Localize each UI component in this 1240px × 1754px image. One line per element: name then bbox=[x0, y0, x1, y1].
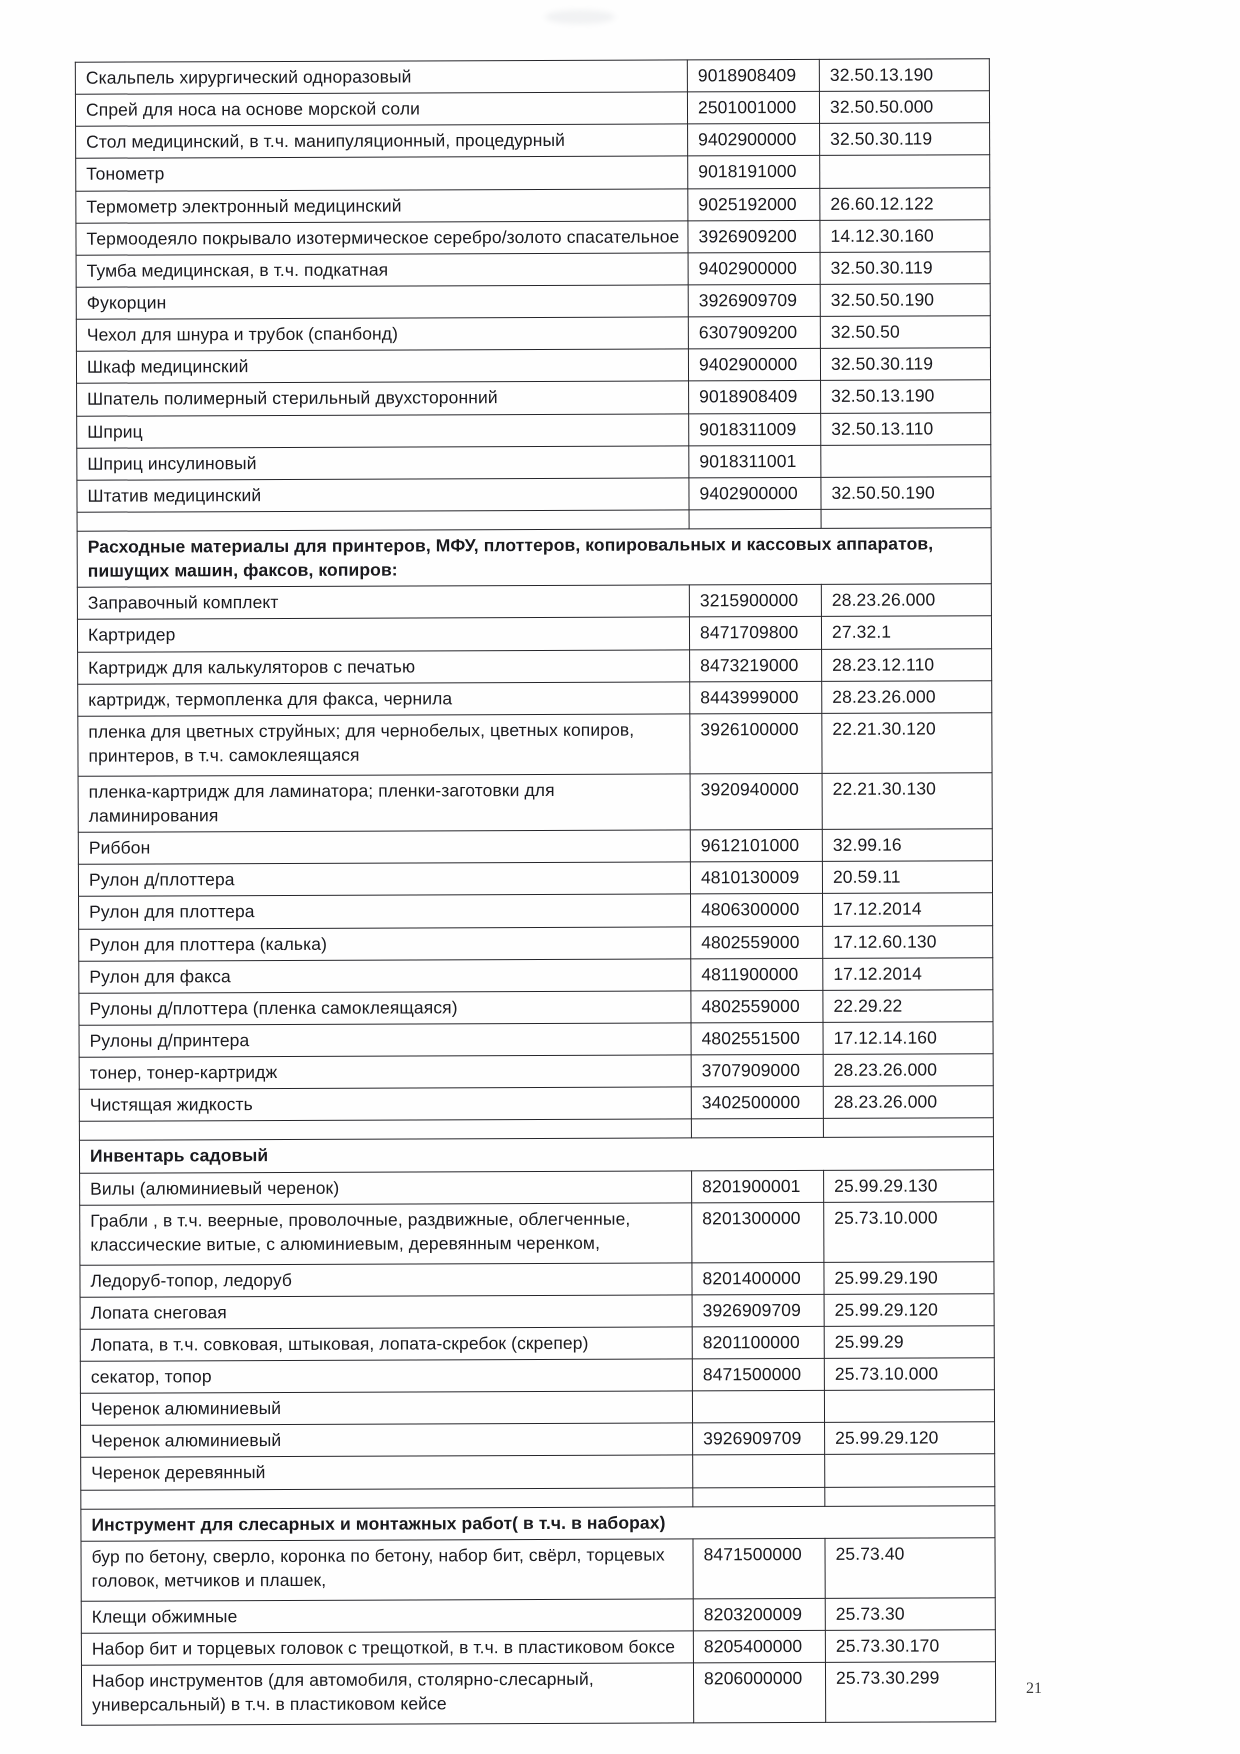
item-name-cell: Рулон для плоттера (калька) bbox=[79, 926, 691, 960]
table-row bbox=[80, 1294, 994, 1330]
section-header-row bbox=[77, 528, 991, 588]
scan-smudge bbox=[545, 10, 615, 24]
item-name-cell: тонер, тонер-картридж bbox=[79, 1055, 691, 1089]
okpd-code-cell: 32.50.50.190 bbox=[820, 284, 990, 317]
item-name-cell: Грабли , в т.ч. веерные, проволочные, раздвижные, облегченные, классические витые, с алюминиевым, деревянным черенком, bbox=[80, 1203, 692, 1265]
tnved-code-cell bbox=[691, 1119, 823, 1139]
items-table-body bbox=[75, 59, 995, 1726]
okpd-code-cell: 32.50.13.190 bbox=[821, 380, 991, 413]
okpd-code-cell bbox=[825, 1486, 995, 1506]
table-row bbox=[78, 829, 992, 865]
tnved-code-cell: 8203200009 bbox=[693, 1598, 825, 1631]
item-name-cell: Картридж для калькуляторов с печатью bbox=[78, 649, 690, 683]
tnved-code-cell: 8206000000 bbox=[693, 1662, 825, 1723]
table-row bbox=[77, 584, 991, 620]
table-row bbox=[80, 1358, 994, 1394]
okpd-code-cell bbox=[821, 509, 991, 529]
section-header: Инвентарь садовый bbox=[79, 1137, 993, 1173]
item-name-cell: Картридер bbox=[77, 617, 689, 651]
tnved-code-cell: 8205400000 bbox=[693, 1630, 825, 1663]
tnved-code-cell: 9402900000 bbox=[688, 349, 820, 382]
okpd-code-cell: 22.29.22 bbox=[823, 990, 993, 1023]
tnved-code-cell: 3926909709 bbox=[692, 1294, 824, 1327]
table-row bbox=[78, 773, 992, 833]
okpd-code-cell bbox=[820, 155, 990, 188]
tnved-code-cell: 4802559000 bbox=[691, 990, 823, 1023]
item-name-cell: картридж, термопленка для факса, чернила bbox=[78, 682, 690, 716]
table-row bbox=[76, 252, 990, 288]
tnved-code-cell: 9402900000 bbox=[688, 124, 820, 157]
tnved-code-cell bbox=[693, 1455, 825, 1488]
item-name-cell: Заправочный комплект bbox=[77, 585, 689, 619]
tnved-code-cell: 3926909200 bbox=[688, 220, 820, 253]
item-name-cell: Шприц инсулиновый bbox=[77, 446, 689, 480]
okpd-code-cell: 25.73.30 bbox=[825, 1598, 995, 1631]
table-row bbox=[81, 1454, 995, 1490]
item-name-cell: Шпатель полимерный стерильный двухсторонний bbox=[77, 381, 689, 415]
page-number: 21 bbox=[1026, 1680, 1042, 1697]
table-row bbox=[81, 1662, 995, 1726]
table-row bbox=[76, 187, 990, 223]
tnved-code-cell: 9402900000 bbox=[688, 252, 820, 285]
okpd-code-cell: 25.99.29.190 bbox=[824, 1261, 994, 1294]
table-row bbox=[80, 1390, 994, 1426]
item-name-cell: Лопата снеговая bbox=[80, 1295, 692, 1329]
okpd-code-cell: 25.73.10.000 bbox=[824, 1201, 994, 1262]
table-row bbox=[76, 348, 990, 384]
table-row bbox=[76, 219, 990, 255]
okpd-code-cell: 20.59.11 bbox=[822, 861, 992, 894]
table-row bbox=[76, 123, 990, 159]
okpd-code-cell: 32.50.50.000 bbox=[819, 91, 989, 124]
okpd-code-cell: 17.12.60.130 bbox=[823, 925, 993, 958]
okpd-code-cell: 25.99.29.130 bbox=[824, 1169, 994, 1202]
okpd-code-cell: 32.50.13.190 bbox=[819, 59, 989, 92]
item-name-cell bbox=[77, 510, 689, 531]
item-name-cell: Рулон для факса bbox=[79, 959, 691, 993]
item-name-cell: Тонометр bbox=[76, 156, 688, 190]
item-name-cell: Чехол для шнура и трубок (спанбонд) bbox=[76, 317, 688, 351]
tnved-code-cell: 9018311001 bbox=[689, 445, 821, 478]
item-name-cell: Набор бит и торцевых головок с трещоткой, в т.ч. в пластиковом боксе bbox=[81, 1631, 693, 1665]
tnved-code-cell: 6307909200 bbox=[688, 317, 820, 350]
okpd-code-cell: 17.12.14.160 bbox=[823, 1022, 993, 1055]
okpd-code-cell: 17.12.2014 bbox=[823, 893, 993, 926]
item-name-cell: Черенок алюминиевый bbox=[80, 1391, 692, 1425]
item-name-cell: Рулоны д/плоттера (пленка самоклеящаяся) bbox=[79, 991, 691, 1025]
okpd-code-cell: 32.50.30.119 bbox=[820, 123, 990, 156]
okpd-code-cell: 14.12.30.160 bbox=[820, 219, 990, 252]
table-row bbox=[80, 1201, 994, 1265]
okpd-code-cell: 28.23.26.000 bbox=[823, 1086, 993, 1119]
item-name-cell: Риббон bbox=[78, 830, 690, 864]
tnved-code-cell: 3402500000 bbox=[691, 1087, 823, 1120]
table-row bbox=[77, 616, 991, 652]
item-name-cell: Ледоруб-топор, ледоруб bbox=[80, 1263, 692, 1297]
table-row bbox=[79, 1054, 993, 1090]
tnved-code-cell: 4806300000 bbox=[691, 894, 823, 927]
item-name-cell: Набор инструментов (для автомобиля, столярно-слесарный, универсальный) в т.ч. в пластиковом кейсе bbox=[81, 1663, 693, 1725]
okpd-code-cell: 32.50.13.110 bbox=[821, 412, 991, 445]
table-row bbox=[75, 91, 989, 127]
okpd-code-cell: 25.99.29.120 bbox=[824, 1294, 994, 1327]
table-row bbox=[76, 316, 990, 352]
tnved-code-cell: 8473219000 bbox=[690, 649, 822, 682]
tnved-code-cell: 9018191000 bbox=[688, 156, 820, 189]
tnved-code-cell: 8201300000 bbox=[692, 1202, 824, 1263]
okpd-code-cell: 32.50.30.119 bbox=[820, 348, 990, 381]
okpd-code-cell: 32.50.50.190 bbox=[821, 477, 991, 510]
tnved-code-cell: 3926909709 bbox=[688, 284, 820, 317]
table-row bbox=[81, 1598, 995, 1634]
section-header-row bbox=[79, 1137, 993, 1173]
tnved-code-cell: 2501001000 bbox=[687, 92, 819, 125]
item-name-cell: Тумба медицинская, в т.ч. подкатная bbox=[76, 253, 688, 287]
tnved-code-cell: 8471500000 bbox=[693, 1538, 825, 1599]
table-row bbox=[77, 444, 991, 480]
section-header: Инструмент для слесарных и монтажных работ( в т.ч. в наборах) bbox=[81, 1505, 995, 1541]
tnved-code-cell: 8201900001 bbox=[692, 1170, 824, 1203]
okpd-code-cell: 28.23.26.000 bbox=[823, 1054, 993, 1087]
tnved-code-cell: 4810130009 bbox=[690, 862, 822, 895]
item-name-cell: пленка-картридж для ламинатора; пленки-заготовки для ламинирования bbox=[78, 774, 690, 833]
okpd-code-cell: 32.50.30.119 bbox=[820, 252, 990, 285]
okpd-code-cell: 17.12.2014 bbox=[823, 957, 993, 990]
item-name-cell: Фукорцин bbox=[76, 285, 688, 319]
table-row bbox=[76, 155, 990, 191]
table-row bbox=[77, 412, 991, 448]
okpd-code-cell bbox=[825, 1454, 995, 1487]
tnved-code-cell: 4802559000 bbox=[691, 926, 823, 959]
okpd-code-cell: 28.23.26.000 bbox=[821, 584, 991, 617]
okpd-code-cell: 32.99.16 bbox=[822, 829, 992, 862]
table-row bbox=[81, 1538, 995, 1602]
item-name-cell: Черенок алюминиевый bbox=[81, 1423, 693, 1457]
okpd-code-cell bbox=[821, 444, 991, 477]
tnved-code-cell bbox=[689, 509, 821, 529]
okpd-code-cell: 22.21.30.120 bbox=[822, 713, 992, 774]
okpd-code-cell: 27.32.1 bbox=[821, 616, 991, 649]
tnved-code-cell bbox=[692, 1391, 824, 1424]
okpd-code-cell: 28.23.12.110 bbox=[822, 648, 992, 681]
table-row bbox=[76, 284, 990, 320]
tnved-code-cell: 9018311009 bbox=[689, 413, 821, 446]
table-row bbox=[78, 713, 992, 777]
okpd-code-cell: 28.23.26.000 bbox=[822, 680, 992, 713]
okpd-code-cell: 25.73.30.170 bbox=[825, 1630, 995, 1663]
okpd-code-cell bbox=[823, 1118, 993, 1138]
table-row bbox=[80, 1326, 994, 1362]
table-row bbox=[80, 1169, 994, 1205]
tnved-code-cell: 9612101000 bbox=[690, 829, 822, 862]
item-name-cell: Термометр электронный медицинский bbox=[76, 188, 688, 222]
item-name-cell: Рулоны д/принтера bbox=[79, 1023, 691, 1057]
item-name-cell bbox=[81, 1488, 693, 1509]
item-name-cell bbox=[79, 1119, 691, 1140]
item-name-cell: Чистящая жидкость bbox=[79, 1087, 691, 1121]
table-row bbox=[80, 1261, 994, 1297]
item-name-cell: Стол медицинский, в т.ч. манипуляционный, процедурный bbox=[76, 124, 688, 158]
item-name-cell: Рулон для плоттера bbox=[79, 894, 691, 928]
item-name-cell: секатор, топор bbox=[80, 1359, 692, 1393]
tnved-code-cell: 9018908409 bbox=[689, 381, 821, 414]
tnved-code-cell: 8201100000 bbox=[692, 1326, 824, 1359]
item-name-cell: пленка для цветных струйных; для чернобелых, цветных копиров, принтеров, в т.ч. самоклеящаяся bbox=[78, 714, 690, 776]
tnved-code-cell: 8471709800 bbox=[689, 617, 821, 650]
okpd-code-cell: 25.99.29.120 bbox=[825, 1422, 995, 1455]
okpd-code-cell: 32.50.50 bbox=[820, 316, 990, 349]
table-row bbox=[79, 1086, 993, 1122]
tnved-code-cell: 3926909709 bbox=[693, 1423, 825, 1456]
table-row bbox=[81, 1630, 995, 1666]
table-row bbox=[81, 1422, 995, 1458]
table-row bbox=[79, 893, 993, 929]
item-name-cell: Черенок деревянный bbox=[81, 1455, 693, 1489]
item-name-cell: Шкаф медицинский bbox=[76, 349, 688, 383]
item-name-cell: Скальпель хирургический одноразовый bbox=[75, 60, 687, 94]
table-row bbox=[77, 380, 991, 416]
okpd-code-cell: 22.21.30.130 bbox=[822, 773, 992, 830]
item-name-cell: Клещи обжимные bbox=[81, 1599, 693, 1633]
items-table bbox=[75, 58, 996, 1726]
tnved-code-cell: 4802551500 bbox=[691, 1022, 823, 1055]
tnved-code-cell: 8201400000 bbox=[692, 1262, 824, 1295]
tnved-code-cell: 3215900000 bbox=[689, 585, 821, 618]
okpd-code-cell: 25.73.40 bbox=[825, 1538, 995, 1599]
item-name-cell: Штатив медицинский bbox=[77, 478, 689, 512]
table-row bbox=[78, 648, 992, 684]
section-header-row bbox=[81, 1505, 995, 1541]
tnved-code-cell: 4811900000 bbox=[691, 958, 823, 991]
item-name-cell: Рулон д/плоттера bbox=[78, 862, 690, 896]
tnved-code-cell: 9018908409 bbox=[687, 59, 819, 92]
item-name-cell: бур по бетону, сверло, коронка по бетону, набор бит, свёрл, торцевых головок, метчиков и плашек, bbox=[81, 1539, 693, 1601]
tnved-code-cell: 3707909000 bbox=[691, 1054, 823, 1087]
table-row bbox=[79, 957, 993, 993]
table-row bbox=[78, 861, 992, 897]
section-header: Расходные материалы для принтеров, МФУ, плоттеров, копировальных и кассовых аппаратов, пишущих машин, факсов, копиров: bbox=[77, 528, 991, 588]
tnved-code-cell: 8471500000 bbox=[692, 1358, 824, 1391]
item-name-cell: Вилы (алюминиевый черенок) bbox=[80, 1170, 692, 1204]
tnved-code-cell bbox=[693, 1487, 825, 1507]
table-row bbox=[77, 477, 991, 513]
tnved-code-cell: 9402900000 bbox=[689, 477, 821, 510]
okpd-code-cell bbox=[824, 1390, 994, 1423]
item-name-cell: Шприц bbox=[77, 413, 689, 447]
okpd-code-cell: 25.99.29 bbox=[824, 1326, 994, 1359]
tnved-code-cell: 9025192000 bbox=[688, 188, 820, 221]
item-name-cell: Спрей для носа на основе морской соли bbox=[75, 92, 687, 126]
okpd-code-cell: 25.73.10.000 bbox=[824, 1358, 994, 1391]
table-row bbox=[75, 59, 989, 95]
table-row bbox=[78, 680, 992, 716]
tnved-code-cell: 8443999000 bbox=[690, 681, 822, 714]
table-row bbox=[79, 1022, 993, 1058]
table-row bbox=[79, 925, 993, 961]
okpd-code-cell: 26.60.12.122 bbox=[820, 187, 990, 220]
table-row bbox=[79, 990, 993, 1026]
tnved-code-cell: 3926100000 bbox=[690, 713, 822, 774]
tnved-code-cell: 3920940000 bbox=[690, 773, 822, 830]
okpd-code-cell: 25.73.30.299 bbox=[825, 1662, 995, 1723]
item-name-cell: Лопата, в т.ч. совковая, штыковая, лопата-скребок (скрепер) bbox=[80, 1327, 692, 1361]
item-name-cell: Термоодеяло покрывало изотермическое серебро/золото спасательное bbox=[76, 221, 688, 255]
